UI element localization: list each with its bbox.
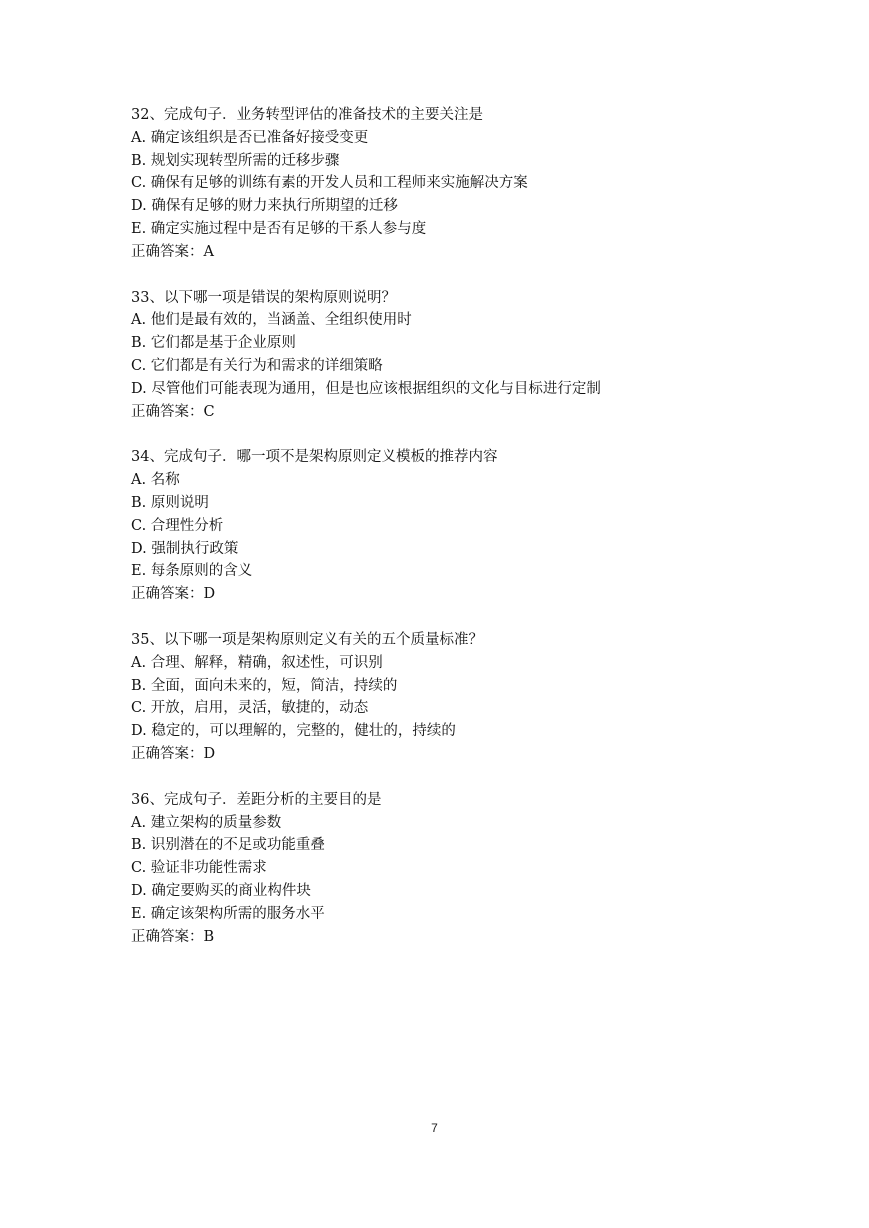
option-d: D. 确保有足够的财力来执行所期望的迁移 — [131, 198, 398, 215]
option-c: C. 验证非功能性需求 — [131, 860, 267, 877]
option-a: A. 名称 — [131, 472, 180, 489]
option-b: B. 规划实现转型所需的迁移步骤 — [131, 152, 340, 169]
option-e: E. 确定该架构所需的服务水平 — [131, 905, 325, 922]
correct-answer: 正确答案：D — [131, 586, 216, 603]
option-c: C. 开放，启用，灵活，敏捷的，动态 — [131, 700, 369, 717]
option-b: B. 原则说明 — [131, 494, 209, 511]
question-list — [131, 104, 751, 971]
option-c: C. 确保有足够的训练有素的开发人员和工程师来实施解决方案 — [131, 175, 528, 192]
question-35 — [131, 629, 751, 766]
correct-answer: 正确答案：C — [131, 403, 215, 420]
option-b: B. 识别潜在的不足或功能重叠 — [131, 837, 325, 854]
option-e: E. 每条原则的含义 — [131, 563, 253, 580]
option-c: C. 它们都是有关行为和需求的详细策略 — [131, 357, 383, 374]
page-number: 7 — [431, 1121, 438, 1135]
option-b: B. 全面，面向未来的，短，简洁，持续的 — [131, 677, 398, 694]
option-a: A. 确定该组织是否已准备好接受变更 — [131, 129, 369, 146]
option-a: A. 建立架构的质量参数 — [131, 814, 282, 831]
question-title: 35、以下哪一项是架构原则定义有关的五个质量标准？ — [131, 631, 483, 648]
question-title: 36、完成句子．差距分析的主要目的是 — [131, 791, 382, 808]
option-e: E. 确定实施过程中是否有足够的干系人参与度 — [131, 220, 427, 237]
option-a: A. 他们是最有效的，当涵盖、全组织使用时 — [131, 312, 412, 329]
correct-answer: 正确答案：B — [131, 928, 215, 945]
question-title: 34、完成句子．哪一项不是架构原则定义模板的推荐内容 — [131, 449, 498, 466]
option-b: B. 它们都是基于企业原则 — [131, 335, 296, 352]
question-33 — [131, 287, 751, 424]
question-title: 33、以下哪一项是错误的架构原则说明？ — [131, 289, 396, 306]
correct-answer: 正确答案：D — [131, 745, 216, 762]
option-d: D. 稳定的，可以理解的，完整的，健壮的，持续的 — [131, 723, 456, 740]
correct-answer: 正确答案：A — [131, 243, 214, 260]
question-36 — [131, 789, 751, 949]
option-d: D. 强制执行政策 — [131, 540, 239, 557]
option-a: A. 合理、解释，精确，叙述性，可识别 — [131, 654, 383, 671]
question-32 — [131, 104, 751, 264]
question-title: 32、完成句子．业务转型评估的准备技术的主要关注是 — [131, 107, 483, 123]
option-d: D. 确定要购买的商业构件块 — [131, 882, 311, 899]
question-34 — [131, 446, 751, 606]
option-d: D. 尽管他们可能表现为通用，但是也应该根据组织的文化与目标进行定制 — [131, 380, 601, 397]
option-c: C. 合理性分析 — [131, 517, 224, 534]
